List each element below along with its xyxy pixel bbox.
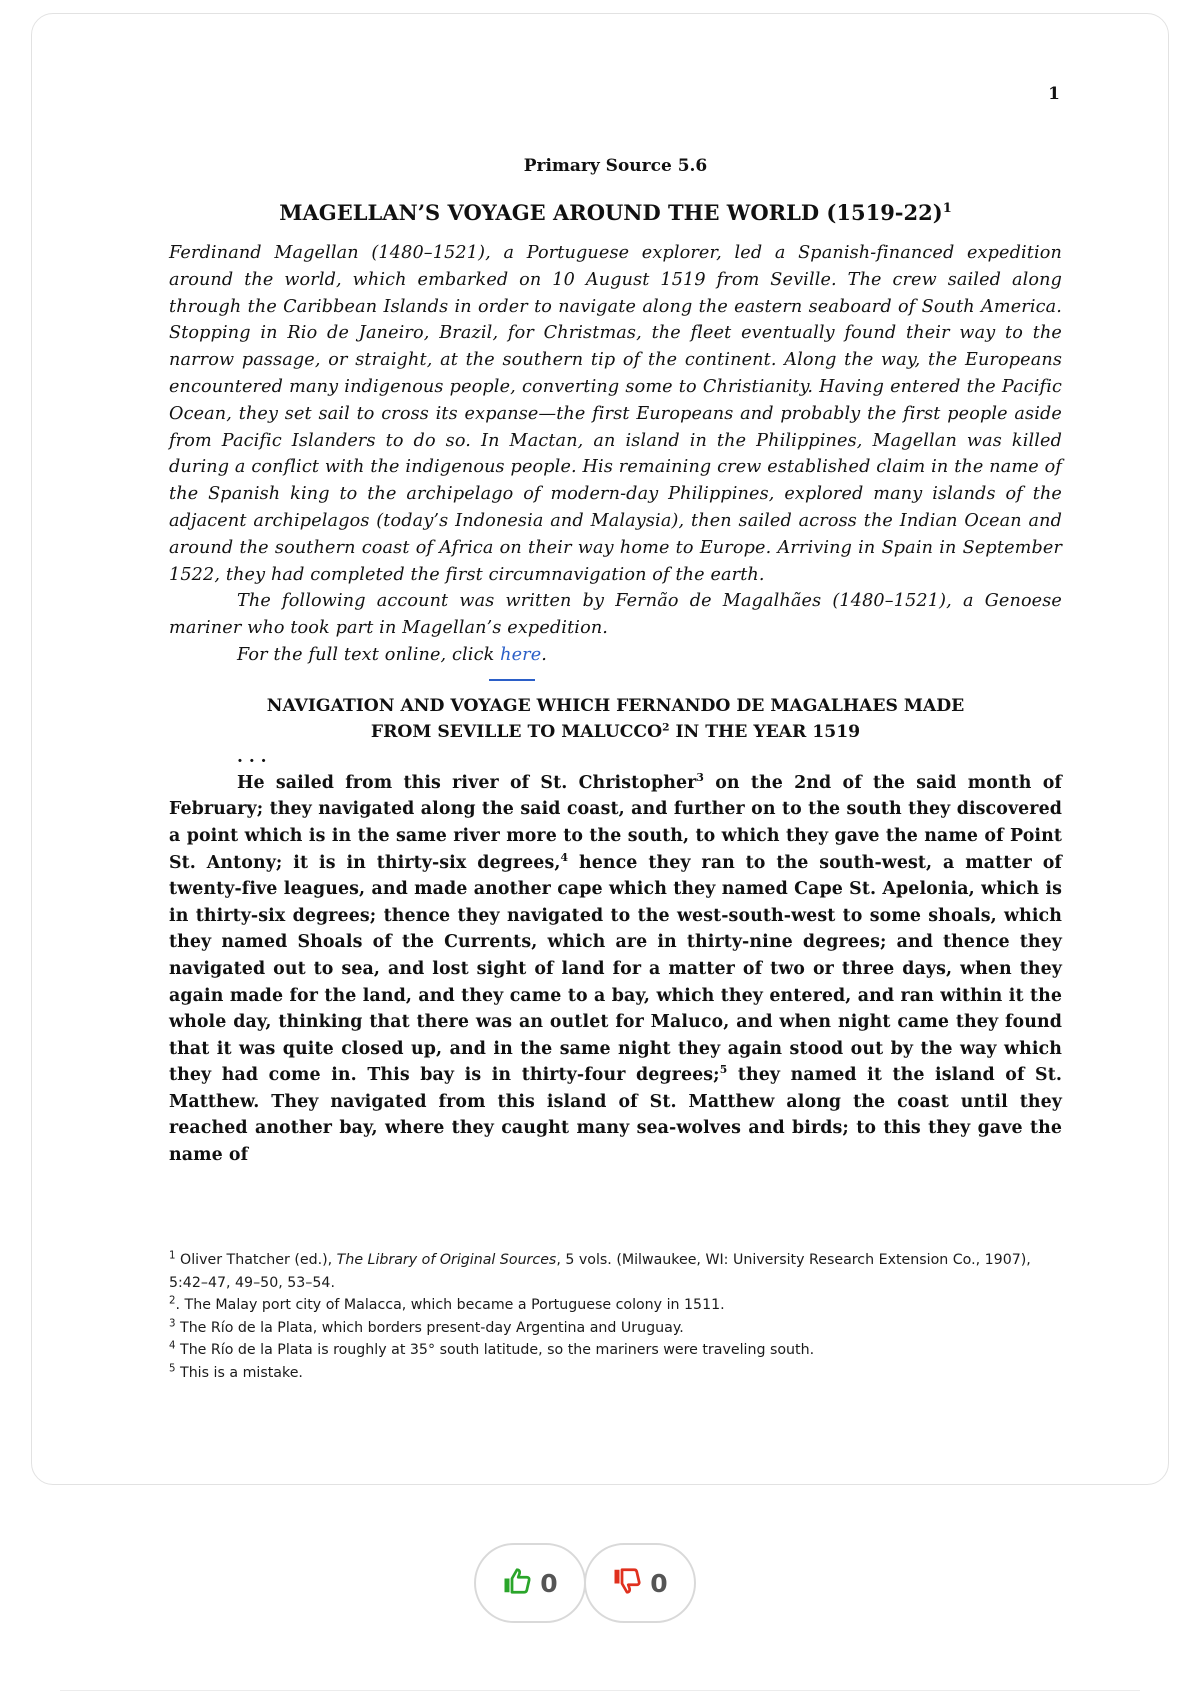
section-heading-line2-end: IN THE YEAR 1519 [669,722,861,743]
footnote-text: The Río de la Plata is roughly at 35° south latitude, so the mariners were traveling south. [175,1342,815,1358]
footnote-mark: 2 [169,1295,176,1307]
body-paragraph [169,770,1062,1169]
section-heading-line1: NAVIGATION AND VOYAGE WHICH FERNANDO DE MAGALHAES MADE [266,695,965,716]
downvote-count: 0 [650,1568,668,1598]
footnote-book-title: The Library of Original Sources [336,1252,557,1268]
footnote-text: , 5 vols. (Milwaukee, WI: University Research Extension Co., 1907), 5:42–47, 49–50, 53–54. [169,1252,1031,1291]
section-heading-line2: FROM SEVILLE TO MALUCCO [370,722,663,743]
body-text-2: on the 2nd of the said month of February; they navigated along the said coast, and further on to the south they discovered a point which is in the same river more to the south, to which they gave the name of Point St. Antony; it is in thirty-six degrees, [169,772,1062,873]
footnote-ref-4[interactable]: 4 [560,850,569,864]
document-content [169,152,1062,1169]
upvote-button[interactable] [474,1543,586,1623]
footnote-ref-2[interactable]: 2 [662,720,670,734]
full-text-line [169,642,1062,669]
link-prefix: For the full text online, click [237,644,501,665]
link-underline-rule [489,679,535,681]
vote-bar [474,1543,702,1623]
footnote-mark: 1 [169,1250,176,1262]
footnote-mark: 3 [169,1317,176,1329]
footnote-4 [169,1339,1062,1362]
page-number: 1 [1048,84,1060,104]
ellipsis: . . . [237,746,267,767]
thumbs-up-icon [502,1566,532,1600]
footnote-mark: 5 [169,1362,176,1374]
document-title [169,198,1062,228]
link-suffix: . [541,644,548,665]
section-heading [169,693,1062,746]
footnote-text: Oliver Thatcher (ed.), [175,1252,337,1268]
footnote-ref-1[interactable]: 1 [942,201,952,216]
footnote-3 [169,1317,1062,1340]
bottom-divider [60,1690,1140,1691]
source-label: Primary Source 5.6 [523,156,708,176]
footnote-ref-3[interactable]: 3 [696,770,704,784]
footnote-text: This is a mistake. [175,1364,303,1381]
body-text-3: hence they ran to the south-west, a matter of twenty-five leagues, and made another cape which they named Cape St. Apelonia, which is in thirty-six degrees; thence they navigated to the west-south-west to some shoals, which they named Shoals of the Currents, which are in thirty-nine degrees; and thence they navigated out to sea, and lost sight of land for a matter of two or three days, when they again made for the land, and they came to a bay, which they entered, and ran within it the whole day, thinking that there was an outlet for Maluco, and when night came they found that it was quite closed up, and in the same night they again stood out by the way which they had come in. This bay is in thirty-four degrees; [169,852,1062,1086]
footnote-5 [169,1362,1062,1385]
footnote-mark: 4 [169,1340,176,1352]
downvote-button[interactable] [584,1543,696,1623]
footnotes [169,1249,1062,1384]
account-note: The following account was written by Fernão de Magalhães (1480–1521), a Genoese mariner who took part in Magellan’s expedition. [169,591,1062,639]
footnote-2 [169,1294,1062,1317]
footnote-text: The Río de la Plata, which borders present-day Argentina and Uruguay. [175,1319,684,1336]
full-text-link[interactable]: here [500,644,542,665]
body-text-1: He sailed from this river of St. Christopher [237,772,697,793]
footnote-1 [169,1249,1062,1294]
footnote-ref-5[interactable]: 5 [719,1063,728,1077]
upvote-count: 0 [540,1568,558,1598]
intro-paragraph: Ferdinand Magellan (1480–1521), a Portuguese explorer, led a Spanish-financed expedition around the world, which embarked on 10 August 1519 from Seville. The crew sailed along through the Caribbean Islands in order to navigate along the eastern seaboard of South America. Stopping in Rio de Janeiro, Brazil, for Christmas, the fleet eventually found their way to the narrow passage, or straight, at the southern tip of the continent. Along the way, the Europeans encountered many indigenous people, converting some to Christianity. Having entered the Pacific Ocean, they set sail to cross its expanse—the first Europeans and probably the first people aside from Pacific Islanders to do so. In Mactan, an island in the Philippines, Magellan was killed during a conflict with the indigenous people. His remaining crew established claim in the name of the Spanish king to the archipelago of modern-day Philippines, explored many islands of the adjacent archipelagos (today’s Indonesia and Malaysia), then sailed across the Indian Ocean and around the southern coast of Africa on their way home to Europe. Arriving in Spain in September 1522, they had completed the first circumnavigation of the earth. [169,243,1062,585]
title-text: MAGELLAN’S VOYAGE AROUND THE WORLD (1519-22) [279,200,943,225]
body-text-4: they named it the island of St. Matthew. They navigated from this island of St. Matthew along the coast until they reached another bay, where they caught many sea-wolves and birds; to this they gave the name of [169,1065,1063,1166]
thumbs-down-icon [612,1566,642,1600]
footnote-text: . The Malay port city of Malacca, which became a Portuguese colony in 1511. [175,1297,725,1313]
